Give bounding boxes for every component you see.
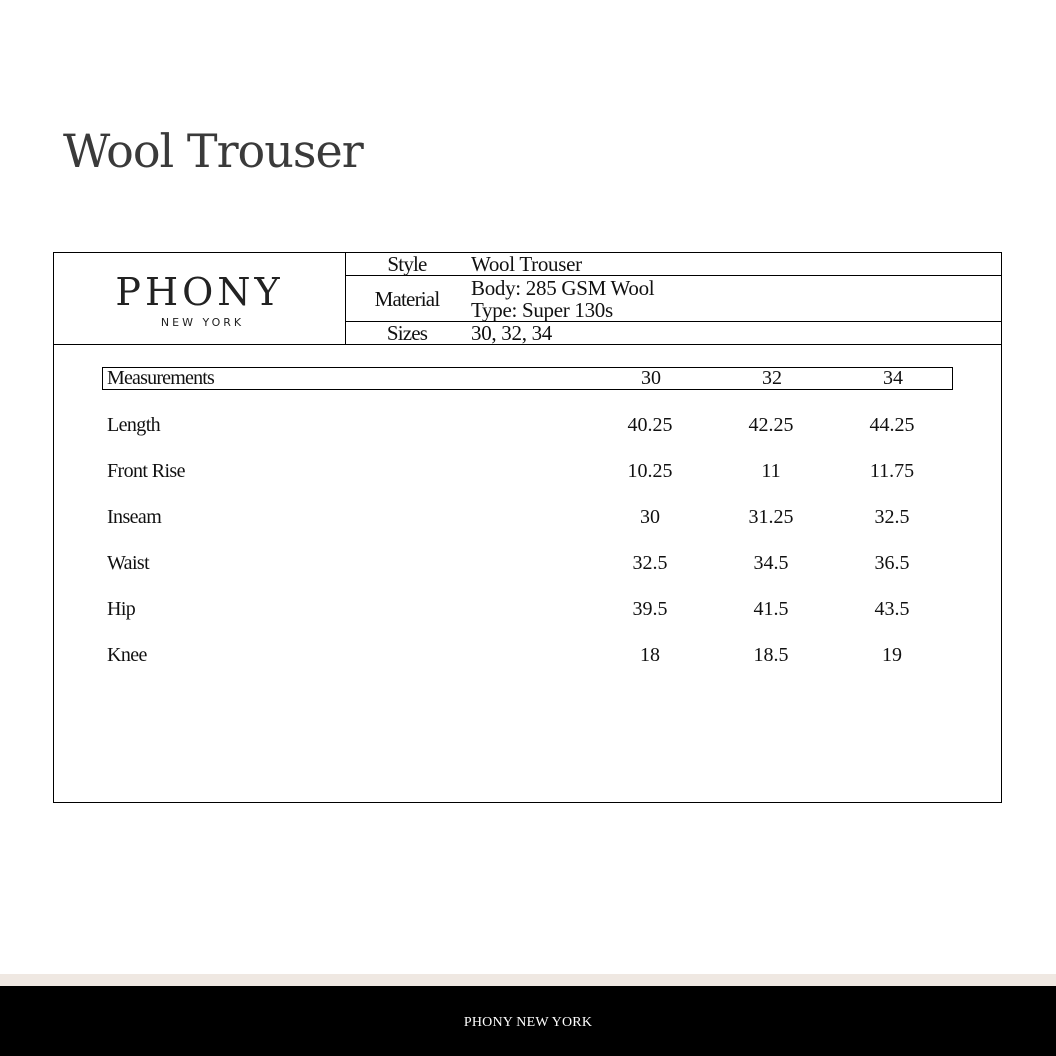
info-row-style [346, 253, 1001, 276]
measurement-value: 18.5 [753, 644, 789, 666]
info-row-sizes [346, 322, 1001, 344]
measurement-value: 43.5 [874, 598, 910, 620]
info-label: Style [387, 252, 427, 276]
info-value-line: Type: Super 130s [471, 297, 613, 322]
brand-subtitle: NEW YORK [160, 316, 245, 329]
info-label: Material [374, 286, 440, 311]
info-value-line: Body: 285 GSM Wool [471, 275, 655, 300]
info-label: Sizes [386, 321, 428, 345]
measurement-row [107, 413, 958, 437]
measurement-value: 32.5 [874, 506, 910, 528]
measurement-value: 34.5 [753, 552, 789, 574]
footer-divider [0, 974, 1056, 986]
measurement-value: 36.5 [874, 552, 910, 574]
measurement-name: Length [107, 414, 161, 436]
measurement-value: 19 [882, 644, 902, 666]
size-column-header: 32 [762, 367, 782, 389]
measurement-name: Hip [107, 598, 136, 620]
measurement-value: 32.5 [632, 552, 668, 574]
measurement-value: 18 [640, 644, 660, 666]
footer-text: PHONY NEW YORK [463, 1014, 593, 1030]
measurement-name: Front Rise [107, 460, 185, 482]
measurement-value: 11 [761, 460, 781, 482]
info-value-line: Wool Trouser [471, 252, 582, 276]
measurement-value: 39.5 [632, 598, 668, 620]
info-value-line: 30, 32, 34 [471, 321, 553, 345]
measurement-value: 40.25 [627, 414, 673, 436]
measurement-value: 11.75 [869, 460, 915, 482]
size-column-header: 30 [641, 367, 661, 389]
measurements-header [102, 367, 953, 390]
info-value [471, 253, 582, 275]
measurement-value: 10.25 [627, 460, 673, 482]
measurement-value: 44.25 [869, 414, 915, 436]
measurement-row [107, 643, 958, 667]
brand-name: PHONY [115, 270, 284, 314]
info-row-material [346, 276, 1001, 322]
measurement-value: 31.25 [748, 506, 794, 528]
measurement-name: Waist [107, 552, 150, 574]
size-column-header: 34 [883, 367, 903, 389]
measurement-name: Inseam [107, 506, 162, 528]
measurement-value: 30 [640, 506, 660, 528]
info-value [471, 276, 654, 321]
measurement-name: Knee [107, 644, 147, 666]
footer [0, 986, 1056, 1056]
spec-sheet [53, 252, 1002, 803]
measurement-row [107, 597, 958, 621]
spec-header [54, 253, 1001, 345]
measurement-row [107, 459, 958, 483]
measurement-value: 42.25 [748, 414, 794, 436]
measurement-value: 41.5 [753, 598, 789, 620]
brand-logo [54, 253, 346, 344]
measurements-header-label: Measurements [107, 367, 215, 389]
measurement-row [107, 551, 958, 575]
info-value [471, 322, 552, 344]
measurement-row [107, 505, 958, 529]
page-title: Wool Trouser [63, 124, 363, 178]
